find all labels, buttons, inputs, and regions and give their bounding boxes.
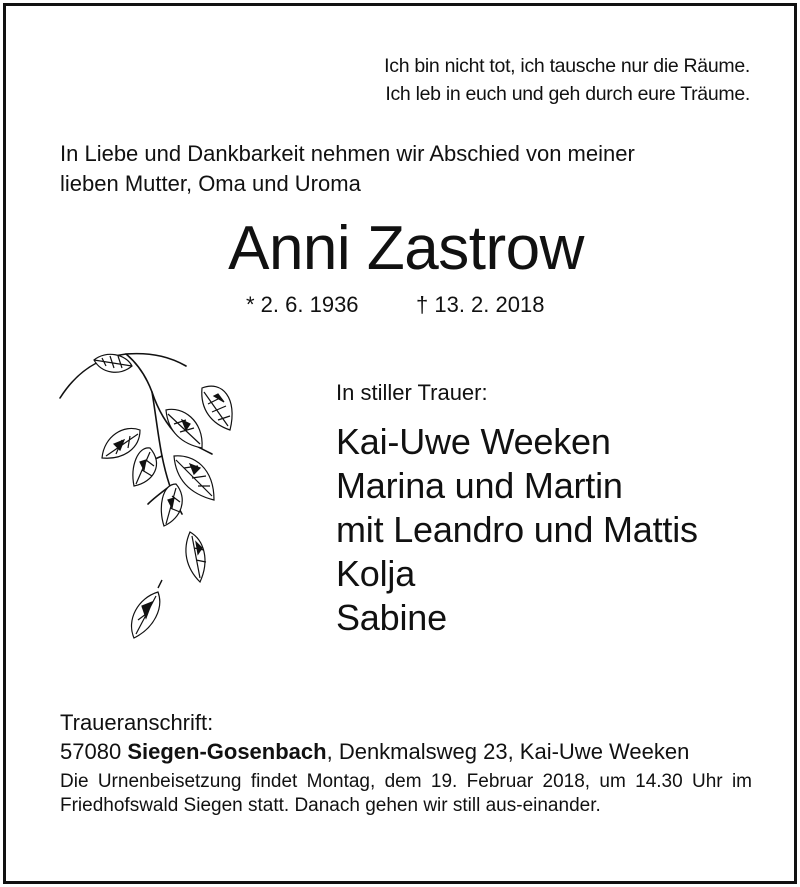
obituary-frame <box>3 3 797 884</box>
leaf-icon <box>202 386 232 430</box>
list-item: Marina und Martin <box>336 465 623 506</box>
mourning-address <box>60 737 689 767</box>
street-and-contact: , Denkmalsweg 23, Kai-Uwe Weeken <box>326 739 690 764</box>
list-item: mit Leandro und Mattis <box>336 509 698 550</box>
life-dates <box>6 290 800 322</box>
notice-line-2: 14.30 Uhr im Friedhofswald Siegen statt. Danach gehen wir still aus- <box>60 771 752 816</box>
mourners-list <box>336 420 698 640</box>
birch-leaves-illustration <box>54 336 254 656</box>
burial-notice <box>60 770 752 818</box>
intro-line-2: lieben Mutter, Oma und Uroma <box>60 171 361 196</box>
mourning-label: In stiller Trauer: <box>336 380 488 405</box>
deceased-name: Anni Zastrow <box>228 214 584 283</box>
poem-line-1: Ich bin nicht tot, ich tausche nur die Räume. <box>384 55 750 77</box>
list-item: Kolja <box>336 553 416 594</box>
address-label: Traueranschrift: <box>60 710 214 735</box>
poem-line-2: Ich leb in euch und geh durch eure Träume. <box>385 83 750 105</box>
postcode: 57080 <box>60 739 122 764</box>
birth-date: * 2. 6. 1936 <box>246 292 359 317</box>
death-date: † 13. 2. 2018 <box>416 292 545 317</box>
poem-quote <box>384 52 750 108</box>
list-item: Sabine <box>336 597 447 638</box>
town: Siegen-Gosenbach <box>127 739 327 764</box>
intro-line-1: In Liebe und Dankbarkeit nehmen wir Abschied von meiner <box>60 141 635 166</box>
notice-line-1: Die Urnenbeisetzung findet Montag, dem 19. Februar 2018, um <box>60 771 626 792</box>
farewell-intro <box>60 139 760 199</box>
notice-line-3: einander. <box>522 795 601 816</box>
list-item: Kai-Uwe Weeken <box>336 421 611 462</box>
